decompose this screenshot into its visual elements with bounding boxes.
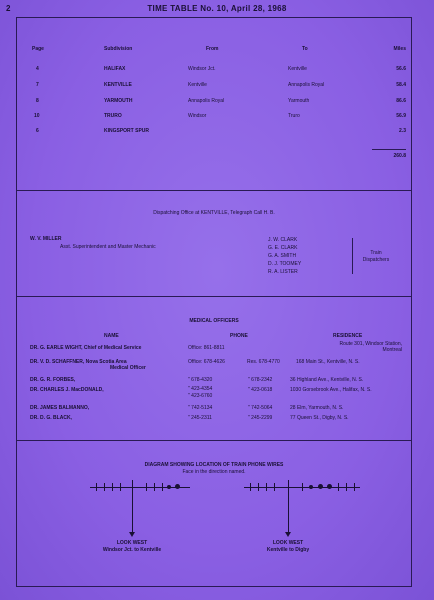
- medical-phone: " 423-4354: [188, 386, 213, 392]
- row-subdivision: TRURO: [104, 113, 122, 119]
- wire-tick: [266, 483, 267, 491]
- official-title: Asst. Superintendent and Master Mechanic: [60, 244, 156, 250]
- medical-phone-res: " 742-5064: [248, 405, 273, 411]
- diagram-right-sub: Kentville to Digby: [266, 547, 310, 553]
- divider: [16, 190, 412, 191]
- divider: [16, 440, 412, 441]
- medical-phone-res: " 678-2342: [248, 377, 273, 383]
- total-rule: [372, 149, 406, 150]
- wire-tick: [346, 483, 347, 491]
- row-to: Yarmouth: [288, 98, 310, 104]
- col-header-from: From: [206, 46, 219, 52]
- medical-residence: Route 301, Windsor Station,: [339, 341, 402, 347]
- diagram-left-label: LOOK WEST: [116, 540, 148, 546]
- row-from: Annapolis Royal: [188, 98, 225, 104]
- medical-residence: 77 Queen St., Digby, N. S.: [290, 415, 349, 421]
- col-header-to: To: [302, 46, 308, 52]
- medical-residence: 168 Main St., Kentville, N. S.: [296, 359, 360, 365]
- col-header-name: NAME: [104, 333, 119, 339]
- dispatcher-name: G. A. SMITH: [268, 253, 297, 259]
- medical-phone-2: " 423-6760: [188, 393, 213, 399]
- medical-name-2: Medical Officer: [110, 365, 146, 371]
- wire-tick: [96, 483, 97, 491]
- total-miles: 260.8: [393, 153, 406, 159]
- row-subdivision: KINGSPORT SPUR: [104, 128, 150, 134]
- row-page: 7: [36, 82, 39, 88]
- col-header-subdivision: Subdivision: [104, 46, 133, 52]
- official-name: W. V. MILLER: [30, 236, 62, 242]
- wire-tick: [104, 483, 105, 491]
- page-number: 2: [6, 4, 11, 13]
- diagram-title: DIAGRAM SHOWING LOCATION OF TRAIN PHONE WIRES: [144, 462, 284, 468]
- wire-tick: [258, 483, 259, 491]
- medical-residence: 36 Highland Ave., Kentville, N. S.: [290, 377, 364, 383]
- diagram-left-sub: Windsor Jct. to Kentville: [102, 547, 162, 553]
- divider: [16, 296, 412, 297]
- medical-name: DR. JAMES BALMANNO,: [30, 405, 90, 411]
- phone-wire-dot: [327, 484, 332, 489]
- medical-residence: 28 Elm, Yarmouth, N. S.: [290, 405, 344, 411]
- row-to: Kentville: [288, 66, 307, 72]
- arrow-down-icon: [285, 532, 291, 537]
- medical-phone-res: " 245-2299: [248, 415, 273, 421]
- wire-tick: [338, 483, 339, 491]
- medical-phone: " 245-2311: [188, 415, 212, 421]
- diagram-right-label: LOOK WEST: [272, 540, 304, 546]
- row-subdivision: YARMOUTH: [104, 98, 133, 104]
- dispatcher-name: R. A. LISTER: [268, 269, 298, 275]
- medical-title: MEDICAL OFFICERS: [189, 318, 239, 324]
- medical-phone-res: Res. 678-4770: [247, 359, 280, 365]
- dispatchers-label: Train: [370, 250, 382, 256]
- medical-name: DR. V. D. SCHAFFNER, Nova Scotia Area: [30, 359, 127, 365]
- medical-phone-res: " 423-0618: [248, 387, 273, 393]
- pole: [132, 480, 133, 532]
- wire-tick: [274, 483, 275, 491]
- row-from: Windsor Jct.: [188, 66, 216, 72]
- row-miles: 86.6: [396, 98, 406, 104]
- row-to: Annapolis Royal: [288, 82, 325, 88]
- medical-name: DR. G. R. FORBES,: [30, 377, 76, 383]
- row-miles: 56.9: [396, 113, 406, 119]
- row-from: Windsor: [188, 113, 207, 119]
- wire-tick: [120, 483, 121, 491]
- col-header-residence: RESIDENCE: [333, 333, 363, 339]
- wire-tick: [112, 483, 113, 491]
- wire-tick: [354, 483, 355, 491]
- medical-residence: 1030 Gorsebrook Ave., Halifax, N. S.: [290, 387, 372, 393]
- pole: [288, 480, 289, 532]
- wire-tick: [146, 483, 147, 491]
- phone-wire-dot: [309, 485, 313, 489]
- phone-wire-dot: [318, 484, 323, 489]
- row-from: Kentville: [188, 82, 207, 88]
- medical-residence-2: Montreal: [382, 347, 402, 353]
- dispatcher-name: G. E. CLARK: [268, 245, 298, 251]
- row-to: Truro: [288, 113, 300, 119]
- row-page: 6: [36, 128, 39, 134]
- medical-phone: Office: 678-4626: [188, 359, 225, 365]
- row-page: 10: [34, 113, 40, 119]
- medical-phone: Office: 861-8811: [188, 345, 225, 351]
- wire-tick: [154, 483, 155, 491]
- wire-tick: [250, 483, 251, 491]
- col-header-page: Page: [32, 46, 44, 52]
- medical-name: DR. D. G. BLACK,: [30, 415, 72, 421]
- row-page: 4: [36, 66, 39, 72]
- row-miles: 2.3: [399, 128, 406, 134]
- col-header-phone: PHONE: [230, 333, 248, 339]
- medical-phone: " 678-4320: [188, 377, 213, 383]
- diagram-subtitle: Face in the direction named.: [182, 469, 246, 475]
- page-title: TIME TABLE No. 10, April 28, 1968: [147, 4, 287, 13]
- dispatching-office: Dispatching Office at KENTVILLE, Telegraph Call H. B.: [153, 210, 275, 216]
- row-page: 8: [36, 98, 39, 104]
- wire-tick: [162, 483, 163, 491]
- wire-tick: [302, 483, 303, 491]
- row-subdivision: HALIFAX: [104, 66, 126, 72]
- medical-phone: " 742-5134: [188, 405, 213, 411]
- row-miles: 56.6: [396, 66, 406, 72]
- phone-wire-dot: [167, 485, 171, 489]
- col-header-miles: Miles: [393, 46, 406, 52]
- dispatcher-bracket: [352, 238, 353, 274]
- row-subdivision: KENTVILLE: [104, 82, 132, 88]
- dispatchers-label: Dispatchers: [362, 257, 390, 263]
- row-miles: 58.4: [396, 82, 406, 88]
- dispatcher-name: D. J. TOOMEY: [268, 261, 302, 267]
- phone-wire-dot: [175, 484, 180, 489]
- medical-name: DR. G. EARLE WIGHT, Chief of Medical Service: [30, 345, 142, 351]
- medical-name: DR. CHARLES J. MacDONALD,: [30, 387, 104, 393]
- arrow-down-icon: [129, 532, 135, 537]
- dispatcher-name: J. W. CLARK: [268, 237, 298, 243]
